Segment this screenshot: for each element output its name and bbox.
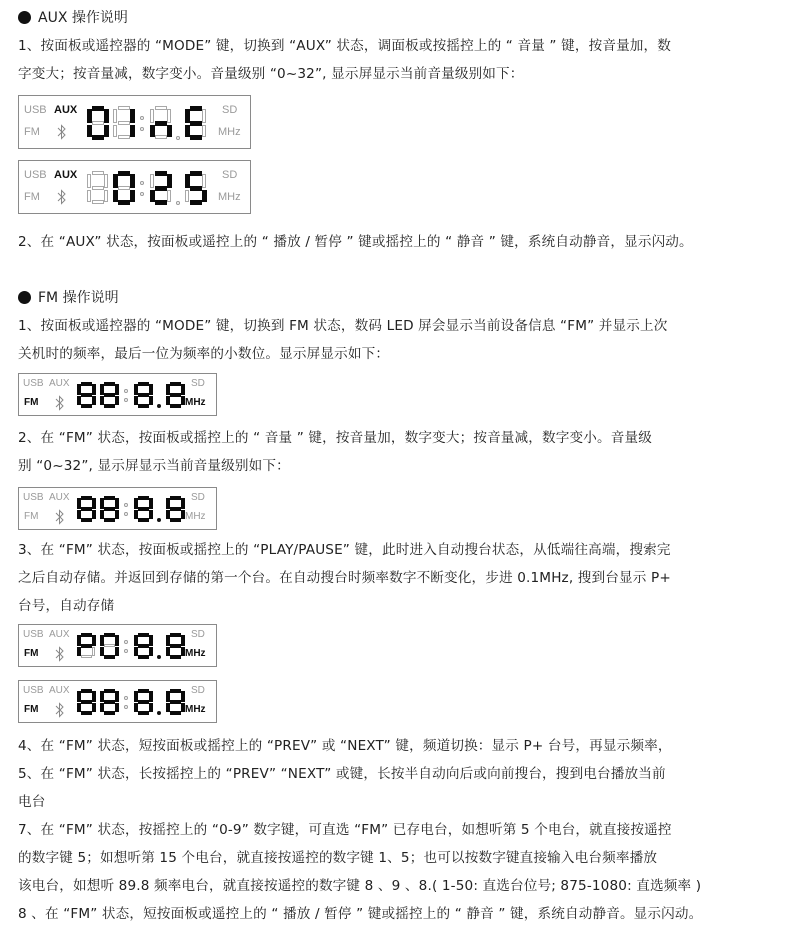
lcd-segment <box>181 703 185 712</box>
section-heading-aux: AUX 操作说明 <box>18 7 128 29</box>
lcd-segment <box>118 121 130 125</box>
lcd-segment <box>150 174 154 189</box>
lcd-digit <box>150 106 172 140</box>
lcd-label-sd: SD <box>191 378 205 389</box>
lcd-segment <box>115 635 119 646</box>
aux-vol-display-1 <box>18 95 251 149</box>
lcd-digit <box>150 171 172 205</box>
lcd-label-fm: FM <box>24 191 40 203</box>
lcd-segment <box>138 507 149 511</box>
lcd-segment <box>181 384 185 395</box>
lcd-segment <box>92 135 104 140</box>
lcd-segment <box>118 135 130 139</box>
lcd-segment <box>104 518 115 522</box>
lcd-segment <box>115 384 119 395</box>
lcd-segment <box>81 711 92 715</box>
lcd-segment <box>100 635 104 646</box>
lcd-segment <box>92 691 96 702</box>
lcd-segment <box>166 635 170 646</box>
lcd-segment <box>138 700 149 704</box>
lcd-label-aux: AUX <box>49 629 70 640</box>
bluetooth-icon <box>55 509 65 525</box>
lcd-segment <box>113 190 118 202</box>
text-line: 8 、在 “FM” 状态，短按面板或遥控上的 “ 播放 / 暂停 ” 键或摇控上的 “ 静音 ” 键，系统自动静音。显示闪动。 <box>18 906 703 922</box>
lcd-label-aux: AUX <box>49 685 70 696</box>
lcd-segment <box>138 393 149 397</box>
lcd-label-aux: AUX <box>49 378 70 389</box>
lcd-segment <box>181 510 185 519</box>
lcd-label-fm: FM <box>24 511 39 522</box>
lcd-digit <box>77 496 96 522</box>
lcd-colon <box>139 171 146 205</box>
lcd-segment <box>155 186 167 191</box>
lcd-segment <box>115 647 119 656</box>
lcd-digit <box>77 689 96 715</box>
lcd-digit <box>100 689 119 715</box>
lcd-segment <box>104 507 115 511</box>
lcd-segment <box>166 703 170 712</box>
lcd-digit <box>87 171 109 205</box>
lcd-segment <box>138 633 149 637</box>
lcd-segment <box>134 647 138 656</box>
lcd-segment <box>166 396 170 405</box>
lcd-digit-row <box>77 382 189 408</box>
lcd-segment <box>104 644 115 647</box>
lcd-segment <box>104 109 109 124</box>
lcd-segment <box>202 174 206 189</box>
text-line: 2、在 “FM” 状态，按面板或摇控上的 “ 音量 ” 键，按音量加，数字变大；按音量减，数字变小。音量级 <box>18 430 652 446</box>
lcd-segment <box>100 510 104 519</box>
lcd-segment <box>104 689 115 693</box>
lcd-segment <box>181 635 185 646</box>
lcd-segment <box>149 703 153 712</box>
lcd-segment <box>81 507 92 511</box>
lcd-segment <box>185 190 189 202</box>
lcd-label-mhz: MHz <box>185 397 206 408</box>
lcd-segment <box>104 382 115 386</box>
lcd-digit <box>134 633 153 659</box>
lcd-digit-row <box>87 106 211 140</box>
lcd-segment <box>130 174 135 189</box>
lcd-segment <box>170 507 181 511</box>
lcd-label-usb: USB <box>24 169 47 181</box>
text-line: 1、按面板或遥控器的 “MODE” 键，切换到 FM 状态，数码 LED 屏会显示当前设备信息 “FM” 并显示上次 <box>18 318 668 334</box>
lcd-label-mhz: MHz <box>218 126 241 138</box>
lcd-digit <box>100 496 119 522</box>
lcd-decimal-point <box>157 496 162 522</box>
lcd-segment <box>134 691 138 702</box>
lcd-segment <box>167 174 172 189</box>
lcd-segment <box>100 691 104 702</box>
lcd-segment <box>155 121 167 126</box>
lcd-decimal-point <box>157 633 162 659</box>
lcd-digit <box>113 106 135 140</box>
bullet-icon <box>18 291 31 304</box>
bullet-icon <box>18 11 31 24</box>
lcd-label-fm: FM <box>24 126 40 138</box>
lcd-segment <box>77 510 81 519</box>
text-line: 3、在 “FM” 状态，按面板或摇控上的 “PLAY/PAUSE” 键，此时进入自动搜台状态，从低端往高端，搜索完 <box>18 542 671 558</box>
lcd-segment <box>185 109 190 124</box>
lcd-segment <box>130 190 135 202</box>
lcd-segment <box>134 498 138 509</box>
lcd-segment <box>92 171 104 175</box>
lcd-segment <box>170 644 181 648</box>
lcd-segment <box>138 644 149 648</box>
lcd-segment <box>190 135 202 140</box>
lcd-segment <box>92 396 96 405</box>
lcd-decimal-point <box>176 106 181 140</box>
lcd-decimal-point <box>157 689 162 715</box>
lcd-segment <box>118 106 130 110</box>
lcd-colon <box>139 106 146 140</box>
lcd-segment <box>104 174 108 189</box>
lcd-decimal-point <box>157 382 162 408</box>
lcd-label-sd: SD <box>191 685 205 696</box>
lcd-colon <box>123 633 130 659</box>
lcd-segment <box>115 691 119 702</box>
lcd-segment <box>150 190 155 202</box>
lcd-digit-row <box>87 171 211 205</box>
lcd-segment <box>77 703 81 712</box>
lcd-digit <box>77 382 96 408</box>
lcd-label-mhz: MHz <box>185 648 206 659</box>
lcd-segment <box>115 510 119 519</box>
lcd-label-fm: FM <box>24 704 39 715</box>
fm-freq-display <box>18 373 217 416</box>
text-line: 电台 <box>18 794 46 810</box>
lcd-digit <box>166 496 185 522</box>
lcd-segment <box>81 496 92 500</box>
lcd-segment <box>115 396 119 405</box>
bluetooth-icon <box>55 646 65 662</box>
lcd-segment <box>149 384 153 395</box>
lcd-segment <box>166 384 170 395</box>
lcd-segment <box>167 125 172 137</box>
lcd-segment <box>115 703 119 712</box>
lcd-label-mhz: MHz <box>218 191 241 203</box>
lcd-segment <box>100 498 104 509</box>
lcd-digit <box>100 633 119 659</box>
lcd-segment <box>92 121 104 125</box>
lcd-digit <box>166 689 185 715</box>
lcd-segment <box>149 691 153 702</box>
lcd-segment <box>118 186 130 190</box>
lcd-segment <box>190 106 202 111</box>
text-line: 4、在 “FM” 状态，短按面板或摇控上的 “PREV” 或 “NEXT” 键，频道切换：显示 P+ 台号，再显示频率， <box>18 738 672 754</box>
lcd-label-usb: USB <box>23 492 44 503</box>
lcd-label-usb: USB <box>23 685 44 696</box>
text-line: 5、在 “FM” 状态，长按摇控上的 “PREV” “NEXT” 或键，长按半自动向后或向前搜台，搜到电台播放当前 <box>18 766 666 782</box>
lcd-segment <box>104 404 115 408</box>
lcd-segment <box>190 121 202 126</box>
lcd-segment <box>81 655 92 658</box>
lcd-segment <box>104 655 115 659</box>
lcd-digit <box>134 382 153 408</box>
lcd-segment <box>81 518 92 522</box>
text-line: 的数字键 5；如想听第 15 个电台，就直接按遥控的数字键 1、5；也可以按数字键直接输入电台频率播放 <box>18 850 658 866</box>
lcd-segment <box>138 518 149 522</box>
lcd-digit <box>166 382 185 408</box>
lcd-segment <box>104 700 115 704</box>
lcd-label-usb: USB <box>23 378 44 389</box>
text-line: 7、在 “FM” 状态，按摇控上的 “0-9” 数字键，可直选 “FM” 已存电台，如想听第 5 个电台，就直接按遥控 <box>18 822 672 838</box>
lcd-segment <box>138 404 149 408</box>
lcd-segment <box>149 635 153 646</box>
lcd-segment <box>92 647 95 656</box>
lcd-segment <box>104 633 115 637</box>
lcd-segment <box>190 200 202 205</box>
lcd-digit <box>166 633 185 659</box>
lcd-segment <box>149 396 153 405</box>
lcd-segment <box>113 125 117 137</box>
lcd-segment <box>81 633 92 637</box>
lcd-segment <box>92 703 96 712</box>
lcd-segment <box>170 689 181 693</box>
lcd-segment <box>77 647 81 656</box>
lcd-segment <box>150 109 154 124</box>
lcd-digit <box>77 633 96 659</box>
lcd-label-mhz: MHz <box>185 704 206 715</box>
lcd-segment <box>104 190 108 202</box>
lcd-segment <box>149 498 153 509</box>
lcd-segment <box>92 498 96 509</box>
lcd-segment <box>113 174 118 189</box>
lcd-segment <box>130 109 135 124</box>
lcd-segment <box>118 171 130 176</box>
lcd-segment <box>138 655 149 659</box>
lcd-segment <box>92 106 104 111</box>
lcd-segment <box>170 404 181 408</box>
text-line: 别 “0~32”, 显示屏显示当前音量级别如下： <box>18 458 290 474</box>
fm-vol-display <box>18 487 217 530</box>
aux-vol-display-2 <box>18 160 251 214</box>
lcd-digit <box>134 689 153 715</box>
lcd-segment <box>181 396 185 405</box>
lcd-digit <box>87 106 109 140</box>
lcd-segment <box>134 510 138 519</box>
lcd-segment <box>92 186 104 190</box>
lcd-label-aux: AUX <box>54 104 78 116</box>
lcd-segment <box>81 393 92 397</box>
lcd-segment <box>155 171 167 176</box>
lcd-label-sd: SD <box>191 492 205 503</box>
lcd-digit <box>185 171 207 205</box>
lcd-segment <box>155 135 167 139</box>
lcd-segment <box>138 711 149 715</box>
lcd-segment <box>134 703 138 712</box>
lcd-segment <box>100 647 104 656</box>
text-line: 字变大；按音量减，数字变小。音量级别 “0~32”, 显示屏显示当前音量级别如下： <box>18 66 524 82</box>
lcd-segment <box>166 498 170 509</box>
text-line: 1、按面板或遥控器的 “MODE” 键，切换到 “AUX” 状态，调面板或按摇控上的 “ 音量 ” 键，按音量加，数 <box>18 38 672 54</box>
lcd-label-fm: FM <box>24 648 39 659</box>
lcd-segment <box>170 700 181 704</box>
lcd-segment <box>134 635 138 646</box>
lcd-segment <box>167 190 171 202</box>
lcd-segment <box>181 498 185 509</box>
lcd-label-sd: SD <box>222 169 238 181</box>
lcd-digit-row <box>77 633 189 659</box>
lcd-segment <box>92 384 96 395</box>
lcd-colon <box>123 382 130 408</box>
lcd-segment <box>100 384 104 395</box>
lcd-segment <box>202 125 206 137</box>
lcd-segment <box>77 384 81 395</box>
lcd-label-aux: AUX <box>49 492 70 503</box>
lcd-segment <box>104 393 115 397</box>
lcd-segment <box>138 496 149 500</box>
lcd-segment <box>170 382 181 386</box>
lcd-segment <box>77 691 81 702</box>
lcd-segment <box>170 518 181 522</box>
lcd-segment <box>100 703 104 712</box>
lcd-digit <box>134 496 153 522</box>
text-line: 2、在 “AUX” 状态，按面板或遥控上的 “ 播放 / 暂停 ” 键或摇控上的 “ 静音 ” 键，系统自动静音，显示闪动。 <box>18 234 693 250</box>
lcd-colon <box>123 689 130 715</box>
lcd-segment <box>166 647 170 656</box>
lcd-segment <box>118 200 130 205</box>
lcd-segment <box>166 691 170 702</box>
text-line: 台号，自动存储 <box>18 598 115 614</box>
lcd-segment <box>104 125 109 137</box>
lcd-label-usb: USB <box>23 629 44 640</box>
lcd-segment <box>130 125 135 137</box>
fm-search-display <box>18 680 217 723</box>
lcd-segment <box>104 711 115 715</box>
lcd-segment <box>77 498 81 509</box>
lcd-segment <box>181 647 185 656</box>
lcd-segment <box>134 384 138 395</box>
lcd-segment <box>77 635 81 646</box>
lcd-segment <box>87 190 91 202</box>
lcd-segment <box>149 647 153 656</box>
lcd-digit <box>100 382 119 408</box>
lcd-label-aux: AUX <box>54 169 78 181</box>
lcd-segment <box>138 382 149 386</box>
bluetooth-icon <box>57 124 67 140</box>
lcd-segment <box>167 109 171 124</box>
lcd-segment <box>166 510 170 519</box>
lcd-digit <box>185 106 207 140</box>
lcd-segment <box>185 174 190 189</box>
lcd-segment <box>138 689 149 693</box>
lcd-segment <box>92 200 104 204</box>
lcd-segment <box>155 106 167 110</box>
lcd-digit-row <box>77 496 189 522</box>
lcd-segment <box>87 109 92 124</box>
lcd-label-sd: SD <box>191 629 205 640</box>
lcd-label-fm: FM <box>24 397 39 408</box>
bluetooth-icon <box>57 189 67 205</box>
text-line: 之后自动存储。并返回到存储的第一个台。在自动搜台时频率数字不断变化，步进 0.1MHz, 搜到台显示 P+ <box>18 570 671 586</box>
lcd-segment <box>170 393 181 397</box>
lcd-segment <box>81 644 92 648</box>
bluetooth-icon <box>55 702 65 718</box>
lcd-segment <box>134 396 138 405</box>
lcd-colon <box>123 496 130 522</box>
section-heading-fm: FM 操作说明 <box>18 287 119 309</box>
lcd-segment <box>77 396 81 405</box>
lcd-segment <box>81 700 92 704</box>
bluetooth-icon <box>55 395 65 411</box>
lcd-segment <box>92 635 96 646</box>
text-line: 该电台，如想听 89.8 频率电台，就直接按遥控的数字键 8 、9 、8.( 1-50: 直选台位号; 875-1080: 直选频率 ) <box>18 878 702 894</box>
lcd-segment <box>202 190 207 202</box>
lcd-segment <box>100 396 104 405</box>
lcd-segment <box>104 496 115 500</box>
lcd-segment <box>81 689 92 693</box>
lcd-segment <box>92 510 96 519</box>
lcd-segment <box>190 186 202 191</box>
lcd-segment <box>87 125 92 137</box>
lcd-segment <box>185 125 190 137</box>
lcd-label-usb: USB <box>24 104 47 116</box>
lcd-segment <box>87 174 91 189</box>
lcd-segment <box>170 633 181 637</box>
lcd-segment <box>150 125 155 137</box>
lcd-segment <box>113 109 117 124</box>
lcd-segment <box>81 382 92 386</box>
lcd-segment <box>81 404 92 408</box>
lcd-segment <box>170 655 181 659</box>
lcd-segment <box>115 498 119 509</box>
lcd-segment <box>181 691 185 702</box>
lcd-segment <box>149 510 153 519</box>
lcd-digit <box>113 171 135 205</box>
lcd-label-mhz: MHz <box>185 511 206 522</box>
lcd-segment <box>155 200 167 205</box>
lcd-label-sd: SD <box>222 104 238 116</box>
text-line: 关机时的频率，最后一位为频率的小数位。显示屏显示如下： <box>18 346 390 362</box>
fm-preset-display <box>18 624 217 667</box>
lcd-segment <box>170 496 181 500</box>
lcd-segment <box>190 171 202 176</box>
lcd-segment <box>202 109 206 124</box>
lcd-decimal-point <box>176 171 181 205</box>
lcd-segment <box>170 711 181 715</box>
lcd-digit-row <box>77 689 189 715</box>
